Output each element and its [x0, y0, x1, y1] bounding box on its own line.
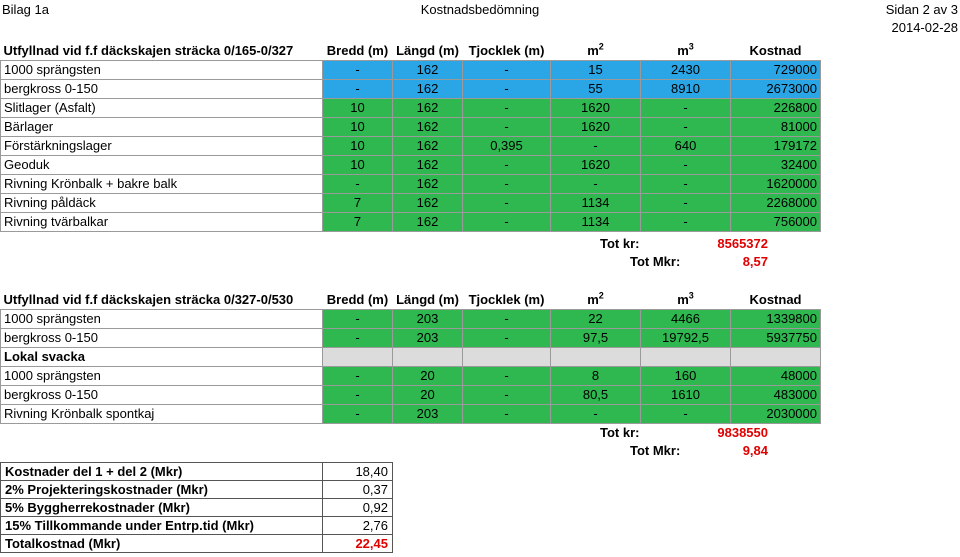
- cell-m3: 4466: [641, 310, 731, 329]
- cell-bredd: -: [323, 61, 393, 80]
- section-title: Utfyllnad vid f.f däckskajen sträcka 0/327-0/530: [3, 292, 294, 307]
- summary-label: Kostnader del 1 + del 2 (Mkr): [1, 463, 323, 481]
- cell-kostnad: 729000: [731, 61, 821, 80]
- cell-kostnad: [731, 348, 821, 367]
- summary-value: 2,76: [323, 517, 393, 535]
- section-2-tot-mkr: [600, 443, 768, 461]
- table-row: [1, 61, 821, 80]
- cell-m3: 640: [641, 137, 731, 156]
- summary-label: 5% Byggherrekostnader (Mkr): [1, 499, 323, 517]
- cell-langd: 203: [393, 329, 463, 348]
- cost-table-section-2: [0, 291, 821, 424]
- summary-row: [1, 517, 393, 535]
- tot-kr-label: Tot kr:: [600, 425, 640, 440]
- cell-bredd: -: [323, 367, 393, 386]
- summary-value: 18,40: [323, 463, 393, 481]
- tot-mkr-label: Tot Mkr:: [630, 443, 681, 458]
- cell-m2: [551, 348, 641, 367]
- cell-tjocklek: -: [463, 405, 551, 424]
- tot-mkr-value: 9,84: [742, 443, 768, 458]
- table-row: [1, 194, 821, 213]
- table-row: [1, 213, 821, 232]
- column-header-label: Längd (m): [396, 292, 459, 307]
- cell-m3: [641, 348, 731, 367]
- cell-bredd: -: [323, 175, 393, 194]
- table-row: [1, 80, 821, 99]
- section-1-tot-mkr: [600, 254, 768, 272]
- cell-langd: 203: [393, 310, 463, 329]
- cell-kostnad: 81000: [731, 118, 821, 137]
- cell-m3: -: [641, 156, 731, 175]
- cell-langd: 162: [393, 99, 463, 118]
- cell-bredd: 7: [323, 194, 393, 213]
- cell-m2: 1620: [551, 118, 641, 137]
- cell-langd: 203: [393, 405, 463, 424]
- summary-row: [1, 535, 393, 553]
- cell-kostnad: 2673000: [731, 80, 821, 99]
- cell-langd: [393, 348, 463, 367]
- cell-kostnad: 226800: [731, 99, 821, 118]
- cell-m2: 15: [551, 61, 641, 80]
- row-label: bergkross 0-150: [1, 329, 323, 348]
- column-header-label: m: [677, 43, 689, 58]
- cell-tjocklek: -: [463, 61, 551, 80]
- column-header-label: Bredd (m): [326, 292, 389, 307]
- cell-bredd: 10: [323, 137, 393, 156]
- table-row: [1, 348, 821, 367]
- cell-bredd: -: [323, 80, 393, 99]
- cell-tjocklek: -: [463, 329, 551, 348]
- column-header-label: m: [587, 292, 599, 307]
- row-label: 1000 sprängsten: [1, 367, 323, 386]
- row-label: bergkross 0-150: [1, 386, 323, 405]
- table-row: [1, 405, 821, 424]
- column-header: [323, 291, 393, 310]
- table-row: [1, 118, 821, 137]
- table-row: [1, 386, 821, 405]
- cell-m2: 1620: [551, 99, 641, 118]
- row-label: Slitlager (Asfalt): [1, 99, 323, 118]
- cell-kostnad: 756000: [731, 213, 821, 232]
- section-title: Utfyllnad vid f.f däckskajen sträcka 0/165-0/327: [3, 43, 294, 58]
- column-header-label: Kostnad: [749, 43, 802, 58]
- column-header-label: m: [677, 292, 689, 307]
- column-header-label: Tjocklek (m): [468, 292, 545, 307]
- header-row: [1, 42, 821, 61]
- summary-label: 2% Projekteringskostnader (Mkr): [1, 481, 323, 499]
- row-label: Rivning påldäck: [1, 194, 323, 213]
- cell-m3: -: [641, 175, 731, 194]
- cell-m3: 8910: [641, 80, 731, 99]
- cell-bredd: -: [323, 310, 393, 329]
- summary-row: [1, 499, 393, 517]
- cell-kostnad: 1620000: [731, 175, 821, 194]
- table-row: [1, 99, 821, 118]
- summary-row: [1, 481, 393, 499]
- cell-bredd: [323, 348, 393, 367]
- page-label: Bilag 1a: [2, 2, 49, 17]
- cell-kostnad: 2030000: [731, 405, 821, 424]
- tot-kr-label: Tot kr:: [600, 236, 640, 251]
- cell-m3: 2430: [641, 61, 731, 80]
- summary-value: 0,37: [323, 481, 393, 499]
- cell-bredd: -: [323, 329, 393, 348]
- row-label: bergkross 0-150: [1, 80, 323, 99]
- cell-tjocklek: -: [463, 194, 551, 213]
- cell-kostnad: 5937750: [731, 329, 821, 348]
- cell-langd: 162: [393, 118, 463, 137]
- row-label: 1000 sprängsten: [1, 310, 323, 329]
- column-header-label: Bredd (m): [326, 43, 389, 58]
- row-label: Rivning tvärbalkar: [1, 213, 323, 232]
- cell-kostnad: 32400: [731, 156, 821, 175]
- cell-m3: -: [641, 194, 731, 213]
- section-2-tot-kr: [600, 425, 768, 443]
- cell-tjocklek: -: [463, 213, 551, 232]
- cell-m2: -: [551, 405, 641, 424]
- table-row: [1, 156, 821, 175]
- row-label: Geoduk: [1, 156, 323, 175]
- column-header: [641, 291, 731, 310]
- cell-m2: -: [551, 175, 641, 194]
- column-header: [731, 291, 821, 310]
- cell-m3: 19792,5: [641, 329, 731, 348]
- column-header: [393, 291, 463, 310]
- cell-tjocklek: -: [463, 80, 551, 99]
- column-header: [463, 42, 551, 61]
- cell-tjocklek: -: [463, 156, 551, 175]
- cell-m2: 1134: [551, 194, 641, 213]
- cell-tjocklek: -: [463, 118, 551, 137]
- summary-row: [1, 463, 393, 481]
- cell-bredd: 10: [323, 99, 393, 118]
- document-date: 2014-02-28: [891, 20, 958, 35]
- column-header-label: Tjocklek (m): [468, 43, 545, 58]
- column-header-exponent: 3: [688, 291, 694, 301]
- cell-kostnad: 1339800: [731, 310, 821, 329]
- cell-m3: -: [641, 405, 731, 424]
- cell-kostnad: 2268000: [731, 194, 821, 213]
- cell-m2: 8: [551, 367, 641, 386]
- cell-tjocklek: -: [463, 310, 551, 329]
- column-header-exponent: 3: [688, 42, 694, 52]
- summary-label: Totalkostnad (Mkr): [1, 535, 323, 553]
- header-row: [1, 291, 821, 310]
- cell-kostnad: 483000: [731, 386, 821, 405]
- column-header: [641, 42, 731, 61]
- column-header-label: Kostnad: [749, 292, 802, 307]
- row-label: Bärlager: [1, 118, 323, 137]
- row-label: 1000 sprängsten: [1, 61, 323, 80]
- cell-tjocklek: -: [463, 367, 551, 386]
- summary-value: 22,45: [323, 535, 393, 553]
- cell-langd: 20: [393, 367, 463, 386]
- column-header: [731, 42, 821, 61]
- column-header: [551, 42, 641, 61]
- column-header: [551, 291, 641, 310]
- cost-table-section-1: [0, 42, 821, 232]
- cell-m2: 80,5: [551, 386, 641, 405]
- cell-m3: -: [641, 213, 731, 232]
- cell-tjocklek: -: [463, 386, 551, 405]
- table-row: [1, 329, 821, 348]
- cell-langd: 20: [393, 386, 463, 405]
- cell-bredd: -: [323, 405, 393, 424]
- document-title: Kostnadsbedömning: [420, 2, 540, 17]
- cell-langd: 162: [393, 194, 463, 213]
- cell-langd: 162: [393, 213, 463, 232]
- cell-m3: 1610: [641, 386, 731, 405]
- row-label: Rivning Krönbalk + bakre balk: [1, 175, 323, 194]
- cell-langd: 162: [393, 175, 463, 194]
- column-header-exponent: 2: [598, 291, 604, 301]
- row-label: Förstärkningslager: [1, 137, 323, 156]
- summary-label: 15% Tillkommande under Entrp.tid (Mkr): [1, 517, 323, 535]
- cell-m2: 55: [551, 80, 641, 99]
- section-1-tot-kr: [600, 236, 768, 254]
- cell-tjocklek: -: [463, 99, 551, 118]
- table-row: [1, 367, 821, 386]
- cell-kostnad: 179172: [731, 137, 821, 156]
- column-header-label: Längd (m): [396, 43, 459, 58]
- cell-tjocklek: [463, 348, 551, 367]
- column-header-exponent: 2: [598, 42, 604, 52]
- column-header-label: m: [587, 43, 599, 58]
- summary-value: 0,92: [323, 499, 393, 517]
- tot-kr-value: 9838550: [717, 425, 768, 440]
- cell-m3: -: [641, 118, 731, 137]
- cell-m2: -: [551, 137, 641, 156]
- tot-mkr-value: 8,57: [742, 254, 768, 269]
- cell-tjocklek: 0,395: [463, 137, 551, 156]
- cell-bredd: 10: [323, 118, 393, 137]
- cell-bredd: -: [323, 386, 393, 405]
- table-row: [1, 175, 821, 194]
- cell-m3: -: [641, 99, 731, 118]
- column-header: [393, 42, 463, 61]
- cell-m2: 1620: [551, 156, 641, 175]
- page-number: Sidan 2 av 3: [885, 2, 958, 17]
- cell-bredd: 10: [323, 156, 393, 175]
- cell-langd: 162: [393, 156, 463, 175]
- table-row: [1, 137, 821, 156]
- column-header: [323, 42, 393, 61]
- column-header: [463, 291, 551, 310]
- tot-mkr-label: Tot Mkr:: [630, 254, 681, 269]
- cell-tjocklek: -: [463, 175, 551, 194]
- row-label: Lokal svacka: [1, 348, 323, 367]
- cell-langd: 162: [393, 80, 463, 99]
- cell-langd: 162: [393, 61, 463, 80]
- cell-m2: 1134: [551, 213, 641, 232]
- cell-bredd: 7: [323, 213, 393, 232]
- cell-m2: 97,5: [551, 329, 641, 348]
- summary-table: [0, 462, 393, 553]
- tot-kr-value: 8565372: [717, 236, 768, 251]
- cell-m3: 160: [641, 367, 731, 386]
- cell-langd: 162: [393, 137, 463, 156]
- cell-kostnad: 48000: [731, 367, 821, 386]
- cell-m2: 22: [551, 310, 641, 329]
- table-row: [1, 310, 821, 329]
- row-label: Rivning Krönbalk spontkaj: [1, 405, 323, 424]
